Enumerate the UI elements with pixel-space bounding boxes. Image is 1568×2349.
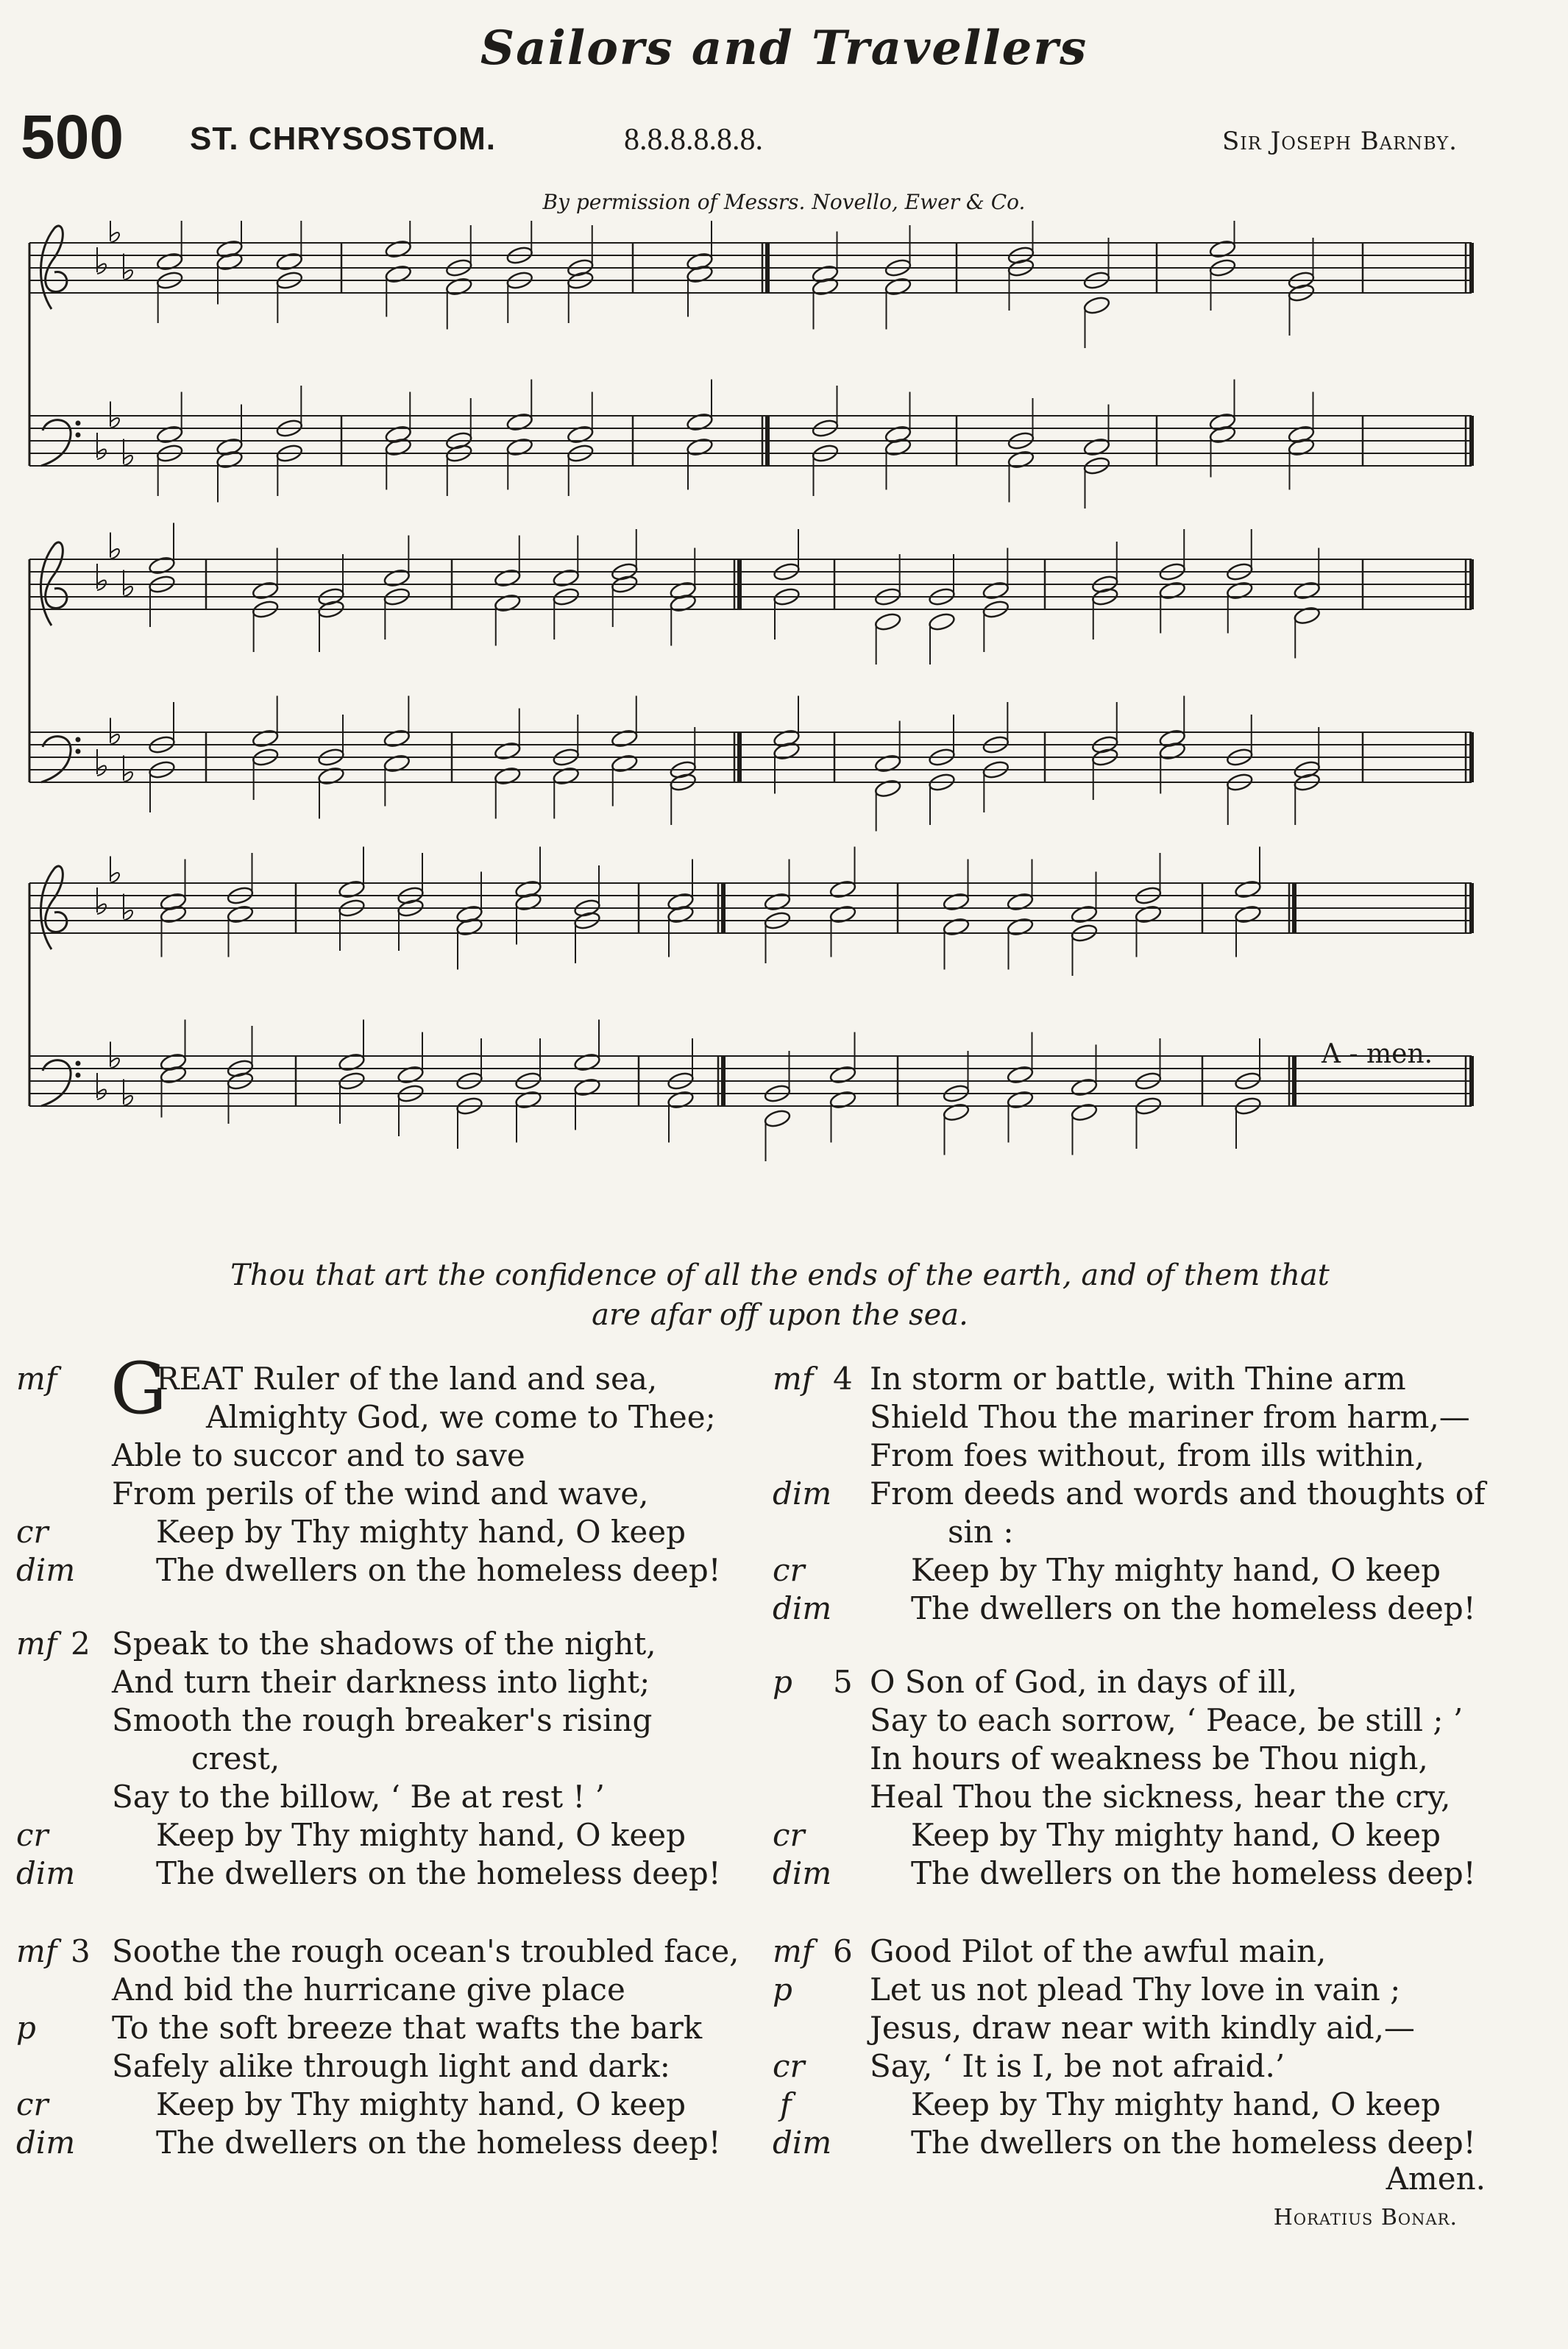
verse-line: Keep by Thy mighty hand, O keep xyxy=(156,2086,687,2122)
verse-line: Let us not plead Thy love in vain ; xyxy=(870,1971,1401,2008)
dynamic-mark: cr xyxy=(16,1817,49,1853)
verse-line: From deeds and words and thoughts of xyxy=(870,1475,1486,1512)
permission-note: By permission of Messrs. Novello, Ewer & Co. xyxy=(542,190,1026,214)
meter: 8.8.8.8.8.8. xyxy=(624,123,763,157)
verse-line: Say to the billow, ‘ Be at rest ! ’ xyxy=(112,1779,606,1815)
verse-line: Keep by Thy mighty hand, O keep xyxy=(911,1817,1441,1853)
verse-line: Heal Thou the sickness, hear the cry, xyxy=(870,1779,1451,1815)
dynamic-mark: dim xyxy=(16,2125,76,2161)
dynamic-mark: mf xyxy=(773,1361,814,1397)
dynamic-mark: mf xyxy=(16,1933,57,1969)
verse-line: Soothe the rough ocean's troubled face, xyxy=(112,1933,739,1969)
verse-line: From perils of the wind and wave, xyxy=(112,1475,649,1512)
dynamic-mark: mf xyxy=(773,1933,814,1969)
verse-line: REAT Ruler of the land and sea, xyxy=(156,1361,658,1397)
verse-line: The dwellers on the homeless deep! xyxy=(911,1855,1476,1891)
verse-line: sin : xyxy=(948,1514,1014,1550)
verse-line: The dwellers on the homeless deep! xyxy=(911,1590,1476,1626)
dynamic-mark: dim xyxy=(773,1475,832,1512)
dynamic-mark: p xyxy=(773,1664,792,1700)
verse-line: Able to succor and to save xyxy=(112,1437,525,1473)
verse-line: Keep by Thy mighty hand, O keep xyxy=(911,2086,1441,2122)
composer: Sir Joseph Barnby. xyxy=(1221,127,1458,156)
verse-line: And bid the hurricane give place xyxy=(112,1971,625,2008)
verse-line: The dwellers on the homeless deep! xyxy=(156,1855,721,1891)
verse-line: In hours of weakness be Thou nigh, xyxy=(870,1740,1428,1776)
verse-number: 6 xyxy=(833,1933,853,1969)
epigraph xyxy=(110,1255,1450,1335)
dynamic-mark: cr xyxy=(773,1552,805,1588)
dynamic-mark: cr xyxy=(16,2086,49,2122)
dynamic-mark: dim xyxy=(16,1855,76,1891)
verse-line: Safely alike through light and dark: xyxy=(112,2048,670,2084)
dynamic-mark: dim xyxy=(773,2125,832,2161)
dynamic-mark: p xyxy=(16,2010,36,2046)
verse-line: Keep by Thy mighty hand, O keep xyxy=(911,1552,1441,1588)
verse-line: Good Pilot of the awful main, xyxy=(870,1933,1327,1969)
dynamic-mark: dim xyxy=(16,1552,76,1588)
amen-label: A - men. xyxy=(1322,1039,1433,1069)
dynamic-mark: mf xyxy=(16,1361,57,1397)
verse-line: The dwellers on the homeless deep! xyxy=(156,1552,721,1588)
verse-line: Almighty God, we come to Thee; xyxy=(206,1399,716,1435)
drop-cap: G xyxy=(110,1347,167,1430)
amen: Amen. xyxy=(1386,2161,1486,2197)
verse-line: The dwellers on the homeless deep! xyxy=(911,2125,1476,2161)
dynamic-mark: p xyxy=(773,1971,792,2008)
verse-line: Keep by Thy mighty hand, O keep xyxy=(156,1817,687,1853)
dynamic-mark: dim xyxy=(773,1855,832,1891)
dynamic-mark: cr xyxy=(16,1514,49,1550)
dynamic-mark: dim xyxy=(773,1590,832,1626)
verse-number: 4 xyxy=(833,1361,853,1397)
epigraph-line-2: are afar off upon the sea. xyxy=(592,1298,968,1332)
verse-line: Speak to the shadows of the night, xyxy=(112,1626,656,1662)
dynamic-mark: f xyxy=(780,2086,792,2122)
epigraph-line-1: Thou that art the confidence of all the ends of the earth, and of them that xyxy=(230,1258,1330,1292)
verse-line: Say, ‘ It is I, be not afraid.’ xyxy=(870,2048,1285,2084)
verse-line: And turn their darkness into light; xyxy=(112,1664,650,1700)
author: Horatius Bonar. xyxy=(1273,2205,1458,2231)
verse-line: In storm or battle, with Thine arm xyxy=(870,1361,1406,1397)
verse-line: O Son of God, in days of ill, xyxy=(870,1664,1298,1700)
dynamic-mark: cr xyxy=(773,1817,805,1853)
verse-line: crest, xyxy=(191,1740,280,1776)
section-title: Sailors and Travellers xyxy=(480,21,1088,76)
verse-line: Say to each sorrow, ‘ Peace, be still ; ’ xyxy=(870,1702,1464,1738)
verse-line: From foes without, from ills within, xyxy=(870,1437,1425,1473)
verse-line: Smooth the rough breaker's rising xyxy=(112,1702,653,1738)
verse-line: Jesus, draw near with kindly aid,— xyxy=(870,2010,1415,2046)
verse-line: Shield Thou the mariner from harm,— xyxy=(870,1399,1470,1435)
verse-line: The dwellers on the homeless deep! xyxy=(156,2125,721,2161)
verse-line: Keep by Thy mighty hand, O keep xyxy=(156,1514,687,1550)
hymn-number: 500 xyxy=(21,102,124,171)
verse-number: 2 xyxy=(71,1626,91,1662)
verse-line: To the soft breeze that wafts the bark xyxy=(112,2010,703,2046)
tune-name: ST. CHRYSOSTOM. xyxy=(190,121,496,157)
verse-number: 5 xyxy=(833,1664,853,1700)
dynamic-mark: mf xyxy=(16,1626,57,1662)
music-score xyxy=(16,221,1488,1200)
verse-number: 3 xyxy=(71,1933,91,1969)
dynamic-mark: cr xyxy=(773,2048,805,2084)
